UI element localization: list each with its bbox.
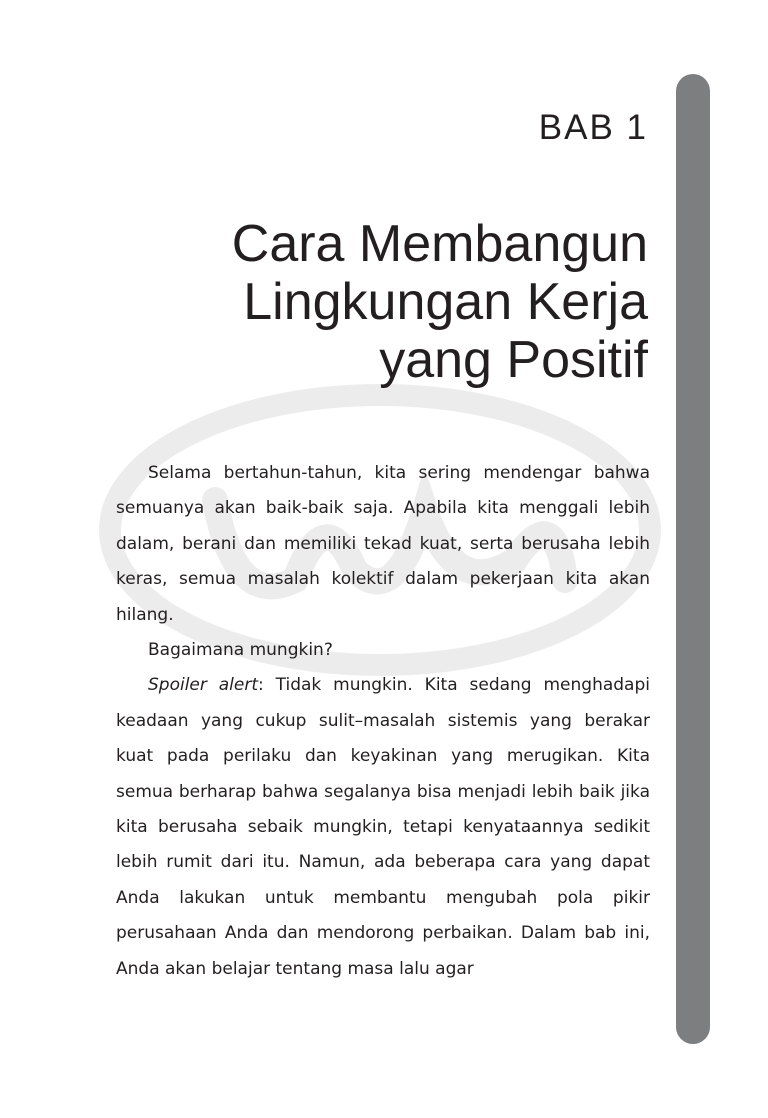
chapter-side-tab (676, 74, 710, 1044)
italic-phrase: Spoiler alert (148, 675, 259, 696)
body-paragraph-text: : Tidak mungkin. Kita sedang menghadapi keadaan yang cukup sulit–masalah sistemis yang berakar kuat pada perilaku dan keyakinan yang merugikan. Kita semua berharap bahwa segalanya bisa menjadi lebih baik jika kita berusaha sebaik mungkin, tetapi kenyataannya sedikit lebih rumit dari itu. Namun, ada beberapa cara yang dapat Anda lakukan untuk membantu mengubah pola pikir perusahaan Anda dan mendorong perbaikan. Dalam bab ini, Anda akan belajar tentang masa lalu agar (116, 675, 650, 979)
chapter-title-line: Lingkungan Kerja (243, 273, 648, 331)
chapter-number: BAB 1 (538, 108, 648, 147)
body-paragraph: Bagaimana mungkin? (148, 640, 333, 661)
body-paragraph: Selama bertahun-tahun, kita sering mendengar bahwa semuanya akan baik-baik saja. Apabila kita menggali lebih dalam, berani dan memiliki tekad kuat, serta berusaha lebih keras, semua masalah kolektif dalam pekerjaan kita akan hilang. (116, 463, 650, 625)
chapter-title-line: yang Positif (379, 331, 648, 389)
chapter-body (116, 456, 650, 987)
body-paragraph (116, 668, 650, 987)
chapter-title (128, 215, 648, 389)
chapter-title-line: Cara Membangun (231, 215, 648, 273)
